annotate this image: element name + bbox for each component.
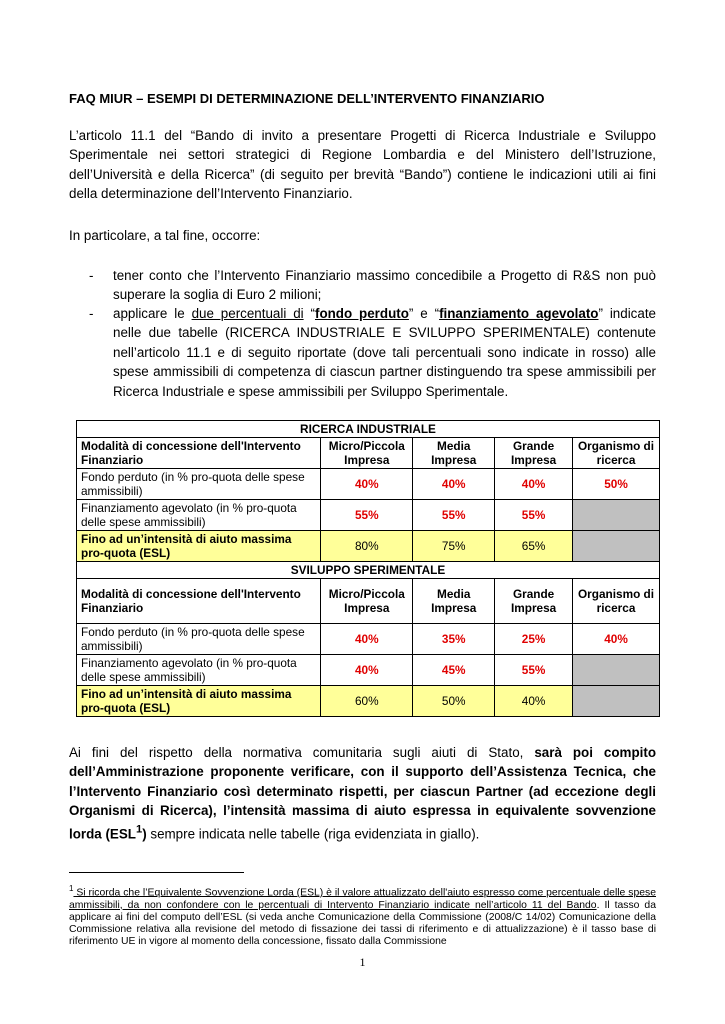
closing-paragraph	[69, 743, 656, 844]
column-header: Grande Impresa	[495, 579, 573, 624]
value-cell: 40%	[495, 469, 573, 500]
esl-row	[77, 686, 660, 717]
bullet-item-threshold	[89, 266, 656, 305]
lead-paragraph: In particolare, a tal fine, occorre:	[69, 228, 261, 243]
bullet-dash: -	[89, 268, 94, 283]
value-cell: 55%	[413, 500, 495, 531]
document-title: FAQ MIUR – ESEMPI DI DETERMINAZIONE DELL’INTERVENTO FINANZIARIO	[69, 91, 545, 106]
value-cell: 55%	[495, 655, 573, 686]
funding-table-body	[77, 421, 660, 717]
value-cell: 55%	[495, 500, 573, 531]
value-cell: 35%	[413, 624, 495, 655]
bullet-text	[113, 304, 656, 401]
column-header: Grande Impresa	[495, 438, 573, 469]
value-cell: 50%	[573, 469, 660, 500]
table-row	[77, 624, 660, 655]
header-row	[77, 438, 660, 469]
footnote-underlined-text: Si ricorda che l’Equivalente Sovvenzione Lorda (ESL) è il valore attualizzato dell'aiuto espresso come percentuale delle spese ammissibili, da non confondere con le percentuali di Intervento Finanziario indicate nell’articolo 11 del Bando	[69, 887, 656, 911]
column-header: Micro/Piccola Impresa	[321, 438, 413, 469]
value-cell: 40%	[321, 655, 413, 686]
row-label: Fondo perduto (in % pro-quota delle spese ammissibili)	[77, 469, 321, 500]
section-title: SVILUPPO SPERIMENTALE	[77, 562, 660, 579]
row-label: Fino ad un’intensità di aiuto massima pro-quota (ESL)	[77, 686, 321, 717]
footnote-separator	[69, 872, 244, 873]
value-cell: 40%	[573, 624, 660, 655]
value-cell: 40%	[321, 469, 413, 500]
value-cell: 65%	[495, 531, 573, 562]
section-row	[77, 421, 660, 438]
text-run: ” e “	[408, 306, 440, 321]
column-header: Media Impresa	[413, 579, 495, 624]
column-header: Modalità di concessione dell'Intervento Finanziario	[77, 438, 321, 469]
text-run: applicare le	[113, 306, 192, 321]
bold-statement: sarà poi compito dell’Amministrazione proponente verificare, con il supporto dell’Assistenza Tecnica, che l’Intervento Finanziario così determinato rispetti, per ciascun Partner (ad eccezione degli Organismi di Ricerca), l’intensità massima di aiuto espressa in equivalente sovvenzione lorda (ESL	[69, 745, 656, 842]
underlined-text: due percentuali di	[191, 306, 304, 321]
value-cell: 40%	[413, 469, 495, 500]
column-header: Micro/Piccola Impresa	[321, 579, 413, 624]
bullet-dash: -	[89, 306, 94, 321]
section-row	[77, 562, 660, 579]
row-label: Finanziamento agevolato (in % pro-quota delle spese ammissibili)	[77, 500, 321, 531]
value-cell: 40%	[495, 686, 573, 717]
column-header: Modalità di concessione dell'Intervento Finanziario	[77, 579, 321, 624]
text-run: sempre indicata nelle tabelle (riga evidenziata in giallo).	[146, 826, 480, 842]
row-label: Finanziamento agevolato (in % pro-quota delle spese ammissibili)	[77, 655, 321, 686]
table-row	[77, 655, 660, 686]
row-label: Fino ad un’intensità di aiuto massima pro-quota (ESL)	[77, 531, 321, 562]
esl-row	[77, 531, 660, 562]
bold-term-finanziamento-agevolato: finanziamento agevolato	[439, 306, 599, 321]
value-cell: 80%	[321, 531, 413, 562]
page-number: 1	[359, 955, 366, 969]
row-label: Fondo perduto (in % pro-quota delle spese ammissibili)	[77, 624, 321, 655]
table-row	[77, 469, 660, 500]
bullet-text: tener conto che l’Intervento Finanziario massimo concedibile a Progetto di R&S non può superare la soglia di Euro 2 milioni;	[113, 268, 656, 303]
funding-table	[76, 420, 660, 717]
column-header: Organismo di ricerca	[573, 438, 660, 469]
value-cell: 50%	[413, 686, 495, 717]
empty-cell	[573, 655, 660, 686]
footnote-mark: 1	[69, 884, 74, 893]
footnote-text: . Il tasso da applicare ai fini del computo dell’ESL (si veda anche Comunicazione della Commissione (2008/C 14/02) Comunicazione della Commissione relativa alla revisione del metodo di fissazione dei tassi di riferimento e di attualizzazione) è il tasso base di riferimento UE in vigore al momento della concessione, fissato dalla Commissione	[69, 899, 656, 948]
column-header: Media Impresa	[413, 438, 495, 469]
value-cell: 75%	[413, 531, 495, 562]
value-cell: 25%	[495, 624, 573, 655]
column-header: Organismo di ricerca	[573, 579, 660, 624]
text-run: Ai fini del rispetto della normativa comunitaria sugli aiuti di Stato,	[69, 745, 535, 760]
footnote	[69, 883, 656, 948]
bold-statement-end: )	[142, 826, 147, 842]
value-cell: 55%	[321, 500, 413, 531]
footnote-reference[interactable]: 1	[135, 823, 143, 836]
bullet-item-percentages	[89, 304, 656, 401]
empty-cell	[573, 686, 660, 717]
section-title: RICERCA INDUSTRIALE	[77, 421, 660, 438]
text-run: ” indicate nelle due tabelle (RICERCA INDUSTRIALE E SVILUPPO SPERIMENTALE) contenute nell’articolo 11.1 e di seguito riportate (dove tali percentuali sono indicate in rosso) alle spese ammissibili di competenza di ciascun partner distinguendo tra spese ammissibili per Ricerca Industriale e spese ammissibili per Sviluppo Sperimentale.	[113, 306, 656, 399]
value-cell: 45%	[413, 655, 495, 686]
empty-cell	[573, 531, 660, 562]
intro-paragraph: L’articolo 11.1 del “Bando di invito a presentare Progetti di Ricerca Industriale e Sviluppo Sperimentale nei settori strategici di Regione Lombardia e del Ministero dell’Istruzione, dell’Università e della Ricerca” (di seguito per brevità “Bando”) contiene le indicazioni utili ai fini della determinazione dell’Intervento Finanziario.	[69, 128, 656, 202]
text-run: “	[303, 306, 315, 321]
value-cell: 60%	[321, 686, 413, 717]
value-cell: 40%	[321, 624, 413, 655]
empty-cell	[573, 500, 660, 531]
table-row	[77, 500, 660, 531]
bold-term-fondo-perduto: fondo perduto	[314, 306, 409, 321]
header-row	[77, 579, 660, 624]
